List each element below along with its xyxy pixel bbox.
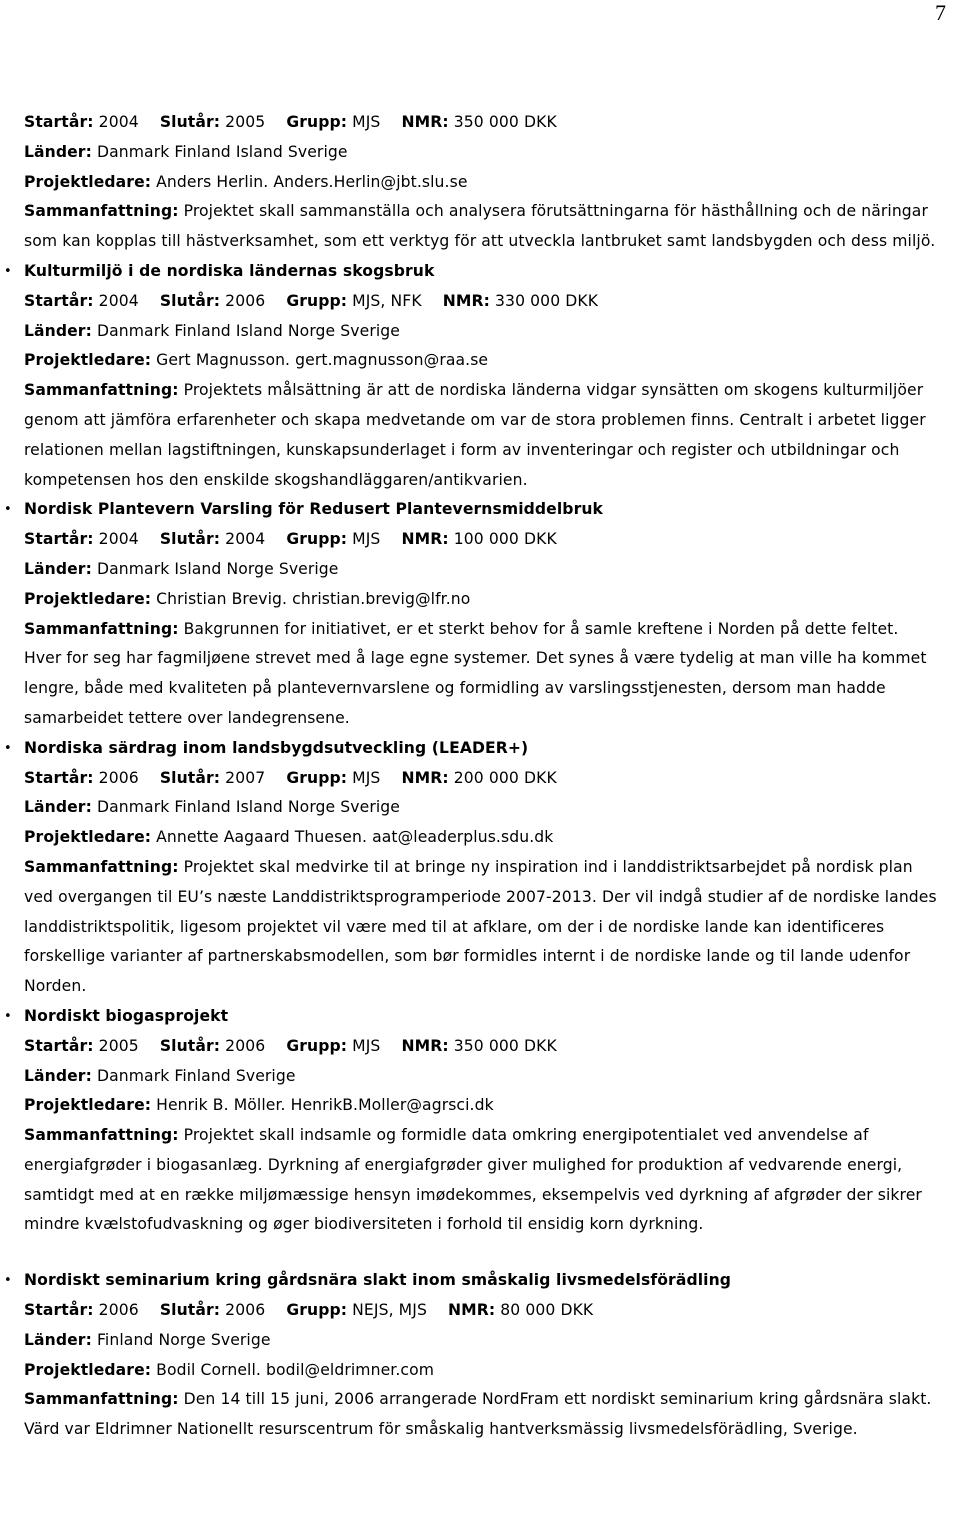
leader-line <box>24 168 939 198</box>
group-value: MJS <box>352 768 381 787</box>
leader-value: Anders Herlin. Anders.Herlin@jbt.slu.se <box>156 172 468 191</box>
leader-label: Projektledare: <box>24 172 152 191</box>
summary-paragraph <box>24 615 939 734</box>
nmr-label: NMR: <box>401 530 449 549</box>
group-label: Grupp: <box>286 1036 348 1055</box>
end-year: 2005 <box>225 113 266 131</box>
summary-label: Sammanfattning: <box>24 1390 179 1409</box>
nmr-value: 330 000 DKK <box>495 291 599 310</box>
project-entry <box>24 108 939 257</box>
summary-text: Projektets målsättning är att de nordiska länderna vidgar synsätten om skogens kulturmiljöer genom att jämföra erfarenheter och skapa medvetande om var de stora problemen finns. Centralt i arbetet ligger relationen mellan lagstiftningen, kunskapsunderlaget i form av inventeringar och register och utbildningar och kompetensen hos den enskilde skogshandläggaren/antikvarien. <box>24 381 926 489</box>
countries-line <box>24 317 939 347</box>
leader-label: Projektledare: <box>24 1360 152 1379</box>
summary-label: Sammanfattning: <box>24 202 179 221</box>
summary-label: Sammanfattning: <box>24 857 179 876</box>
leader-label: Projektledare: <box>24 1096 152 1115</box>
project-title: • Nordiskt seminarium kring gårdsnära slakt inom småskalig livsmedelsförädling <box>24 1271 732 1290</box>
page-number: 7 <box>935 0 946 25</box>
leader-line <box>24 1091 939 1121</box>
project-entry <box>24 1002 939 1240</box>
group-label: Grupp: <box>286 530 348 549</box>
countries-line <box>24 138 939 168</box>
leader-line <box>24 823 939 853</box>
project-entry <box>24 1266 939 1445</box>
summary-paragraph <box>24 1121 939 1240</box>
countries-value: Danmark Island Norge Sverige <box>97 559 339 578</box>
countries-line <box>24 555 939 585</box>
project-title: • Nordiskt biogasprojekt <box>24 1006 229 1025</box>
project-title: • Nordisk Plantevern Varsling för Redusert Plantevernsmiddelbruk <box>24 500 604 519</box>
countries-value: Danmark Finland Island Sverige <box>97 142 348 161</box>
group-value: MJS <box>352 530 381 549</box>
group-label: Grupp: <box>286 768 348 787</box>
end-year: 2006 <box>225 291 266 310</box>
countries-value: Danmark Finland Island Norge Sverige <box>97 321 400 340</box>
countries-line <box>24 793 939 823</box>
end-year: 2006 <box>225 1301 266 1320</box>
leader-label: Projektledare: <box>24 351 152 370</box>
start-label: Startår: <box>24 1301 94 1320</box>
group-value: MJS <box>352 113 381 131</box>
group-value: MJS, NFK <box>352 291 422 310</box>
countries-line <box>24 1326 939 1356</box>
end-year: 2007 <box>225 768 266 787</box>
nmr-value: 200 000 DKK <box>453 768 557 787</box>
nmr-value: 350 000 DKK <box>453 1036 557 1055</box>
leader-label: Projektledare: <box>24 589 152 608</box>
countries-label: Länder: <box>24 142 92 161</box>
nmr-label: NMR: <box>448 1301 496 1320</box>
start-year: 2005 <box>98 1036 139 1055</box>
nmr-label: NMR: <box>401 768 449 787</box>
end-year: 2004 <box>225 530 266 549</box>
project-entry <box>24 495 939 733</box>
nmr-label: NMR: <box>401 113 449 131</box>
summary-label: Sammanfattning: <box>24 381 179 400</box>
countries-value: Danmark Finland Island Norge Sverige <box>97 798 400 817</box>
project-meta <box>24 108 939 138</box>
group-label: Grupp: <box>286 291 348 310</box>
countries-label: Länder: <box>24 321 92 340</box>
nmr-value: 80 000 DKK <box>500 1301 594 1320</box>
start-year: 2004 <box>98 113 139 131</box>
summary-paragraph <box>24 1385 939 1445</box>
section-spacer <box>24 1240 939 1266</box>
project-meta <box>24 1032 939 1062</box>
end-label: Slutår: <box>159 113 221 131</box>
project-entry <box>24 257 939 495</box>
start-year: 2004 <box>98 291 139 310</box>
summary-paragraph <box>24 376 939 495</box>
end-label: Slutår: <box>159 1036 221 1055</box>
group-value: MJS <box>352 1036 381 1055</box>
leader-line <box>24 585 939 615</box>
start-year: 2004 <box>98 530 139 549</box>
countries-label: Länder: <box>24 1330 92 1349</box>
countries-value: Finland Norge Sverige <box>97 1330 271 1349</box>
end-label: Slutår: <box>159 291 221 310</box>
leader-value: Gert Magnusson. gert.magnusson@raa.se <box>156 351 489 370</box>
summary-label: Sammanfattning: <box>24 1126 179 1145</box>
end-year: 2006 <box>225 1036 266 1055</box>
countries-value: Danmark Finland Sverige <box>97 1066 296 1085</box>
project-meta <box>24 525 939 555</box>
nmr-label: NMR: <box>401 1036 449 1055</box>
leader-line <box>24 346 939 376</box>
summary-text: Bakgrunnen for initiativet, er et sterkt behov for å samle kreftene i Norden på dette feltet. Hver for seg har fagmiljøene strevet med å lage egne systemer. Det synes å være tydelig at man ville ha kommet lengre, både med kvaliteten på plantevernvarslene og formidling av varslingsstjenesten, dersom man hadde samarbeidet tettere over landegrensene. <box>24 619 927 727</box>
summary-text: Projektet skall sammanställa och analysera förutsättningarna för hästhållning och de näringar som kan kopplas till hästverksamhet, som ett verktyg för att utveckla lantbruket samt landsbygden och dess miljö. <box>24 202 936 251</box>
countries-label: Länder: <box>24 1066 92 1085</box>
project-title: • Nordiska särdrag inom landsbygdsutveckling (LEADER+) <box>24 738 529 757</box>
leader-value: Annette Aagaard Thuesen. aat@leaderplus.sdu.dk <box>156 828 554 847</box>
countries-line <box>24 1062 939 1092</box>
start-label: Startår: <box>24 768 94 787</box>
leader-label: Projektledare: <box>24 828 152 847</box>
summary-text: Projektet skall indsamle og formidle data omkring energipotentialet ved anvendelse af energiafgrøder i biogasanlæg. Dyrkning af energiafgrøder giver mulighed for produktion af vedvarende energi, samtidgt med at en række miljømæssige hensyn imødekommes, eksempelvis ved dyrkning af afgrøder der sikrer mindre kvælstofudvaskning og øger biodiversiteten i forhold til ensidig korn dyrkning. <box>24 1126 922 1234</box>
summary-label: Sammanfattning: <box>24 619 179 638</box>
project-meta <box>24 1296 939 1326</box>
start-year: 2006 <box>98 1301 139 1320</box>
leader-value: Henrik B. Möller. HenrikB.Moller@agrsci.dk <box>156 1096 494 1115</box>
leader-value: Bodil Cornell. bodil@eldrimner.com <box>156 1360 435 1379</box>
group-value: NEJS, MJS <box>352 1301 427 1320</box>
end-label: Slutår: <box>159 768 221 787</box>
countries-label: Länder: <box>24 559 92 578</box>
nmr-value: 350 000 DKK <box>453 113 557 131</box>
project-entry <box>24 734 939 1002</box>
summary-paragraph <box>24 853 939 1002</box>
nmr-label: NMR: <box>442 291 490 310</box>
start-label: Startår: <box>24 1036 94 1055</box>
nmr-value: 100 000 DKK <box>453 530 557 549</box>
countries-label: Länder: <box>24 798 92 817</box>
start-year: 2006 <box>98 768 139 787</box>
summary-text: Projektet skal medvirke til at bringe ny inspiration ind i landdistriktsarbejdet på nordisk plan ved overgangen til EU’s næste Landdistriktsprogramperiode 2007-2013. Der vil indgå studier af de nordiske landes landdistriktspolitik, ligesom projektet vil være med til at afklare, om der i de nordiske lande kan identificeres forskellige varianter af partnerskabsmodellen, som bør formidles internt i de nordiske lande og til lande udenfor Norden. <box>24 857 937 996</box>
group-label: Grupp: <box>286 1301 348 1320</box>
leader-line <box>24 1356 939 1386</box>
project-title: • Kulturmiljö i de nordiska ländernas skogsbruk <box>24 261 435 280</box>
start-label: Startår: <box>24 113 94 131</box>
start-label: Startår: <box>24 530 94 549</box>
start-label: Startår: <box>24 291 94 310</box>
project-list <box>24 108 939 1445</box>
project-meta <box>24 287 939 317</box>
group-label: Grupp: <box>286 113 348 131</box>
leader-value: Christian Brevig. christian.brevig@lfr.no <box>156 589 471 608</box>
end-label: Slutår: <box>159 530 221 549</box>
summary-paragraph <box>24 197 939 257</box>
end-label: Slutår: <box>159 1301 221 1320</box>
summary-text: Den 14 till 15 juni, 2006 arrangerade NordFram ett nordiskt seminarium kring gårdsnära slakt. Värd var Eldrimner Nationellt resurscentrum för småskalig hantverksmässig livsmedelsförädling, Sverige. <box>24 1390 932 1439</box>
project-meta <box>24 764 939 794</box>
